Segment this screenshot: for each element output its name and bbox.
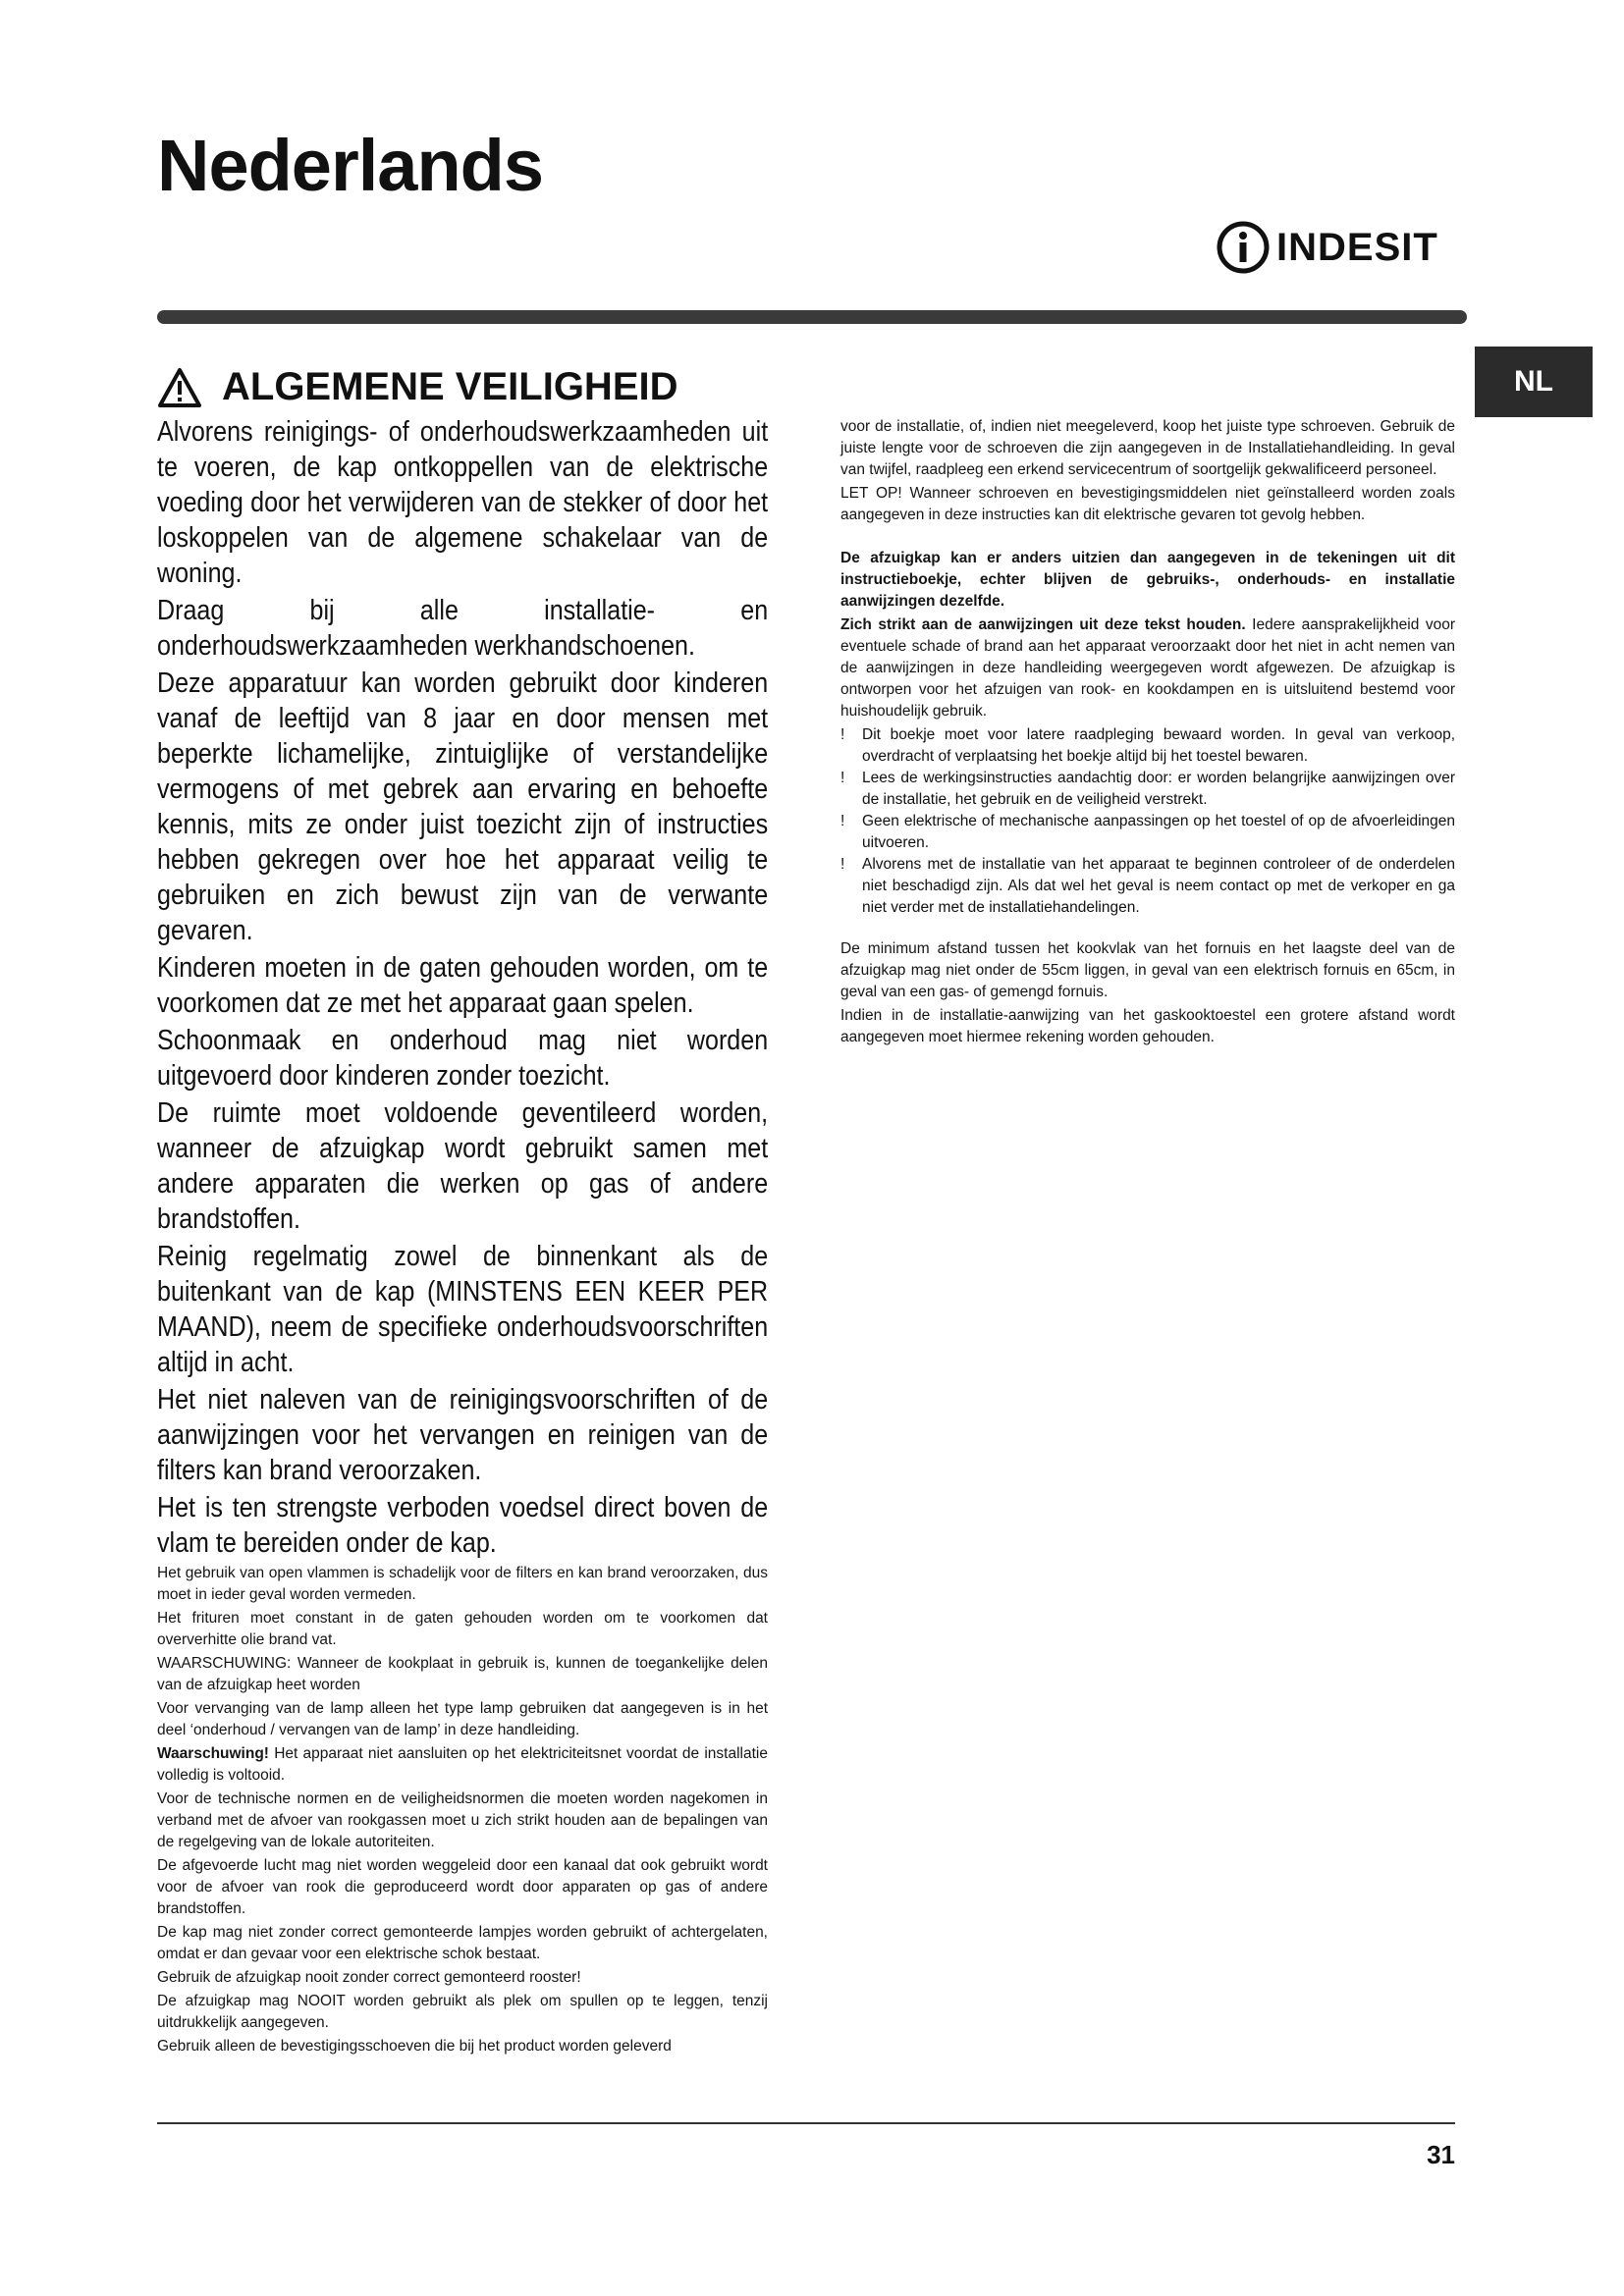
info-icon bbox=[1216, 220, 1271, 275]
paragraph: Deze apparatuur kan worden gebruikt door kinderen vanaf de leeftijd van 8 jaar en door mensen met beperkte lichamelijke, zintuiglijke of verstandelijke vermogens of met gebrek aan ervaring en behoefte kennis, mits ze onder juist toezicht zijn of instructies hebben gekregen over hoe het apparaat veilig te gebruiken en zich bewust zijn van de verwante gevaren. bbox=[157, 667, 769, 946]
brand-logo bbox=[1216, 218, 1438, 277]
strict-text: Iedere aansprakelijkheid voor eventuele schade of brand aan het apparaat veroorzaakt door het niet in acht nemen van de aanwijzingen in deze handleiding weergegeven wordt afgewezen. De afzuigkap is ontworpen voor het afzuigen van rook- en kookdampen en is uitsluitend bestemd voor huishoudelijk gebruik. bbox=[840, 616, 1455, 720]
left-column bbox=[157, 414, 768, 2059]
paragraph: De ruimte moet voldoende geventileerd worden, wanneer de afzuigkap wordt gebruikt samen met andere apparaten die werken op gas of andere brandstoffen. bbox=[157, 1097, 769, 1235]
spacer bbox=[840, 528, 1455, 548]
bullet-item bbox=[840, 854, 1455, 919]
small-paragraph: De kap mag niet zonder correct gemonteerde lampjes worden gebruikt of achtergelaten, omdat er dan gevaar voor een elektrische schok bestaat. bbox=[157, 1924, 768, 1962]
paragraph: Het is ten strengste verboden voedsel direct boven de vlam te bereiden onder de kap. bbox=[157, 1492, 769, 1559]
paragraph: Kinderen moeten in de gaten gehouden worden, om te voorkomen dat ze met het apparaat gaan spelen. bbox=[157, 952, 769, 1019]
small-paragraph: Het frituren moet constant in de gaten gehouden worden om te voorkomen dat oververhitte olie brand vat. bbox=[157, 1610, 768, 1648]
bullet-mark: ! bbox=[840, 770, 845, 786]
small-paragraph: Indien in de installatie-aanwijzing van het gaskooktoestel een grotere afstand wordt aangegeven moet hiermee rekening worden gehouden. bbox=[840, 1007, 1455, 1045]
bullet-text: Dit boekje moet voor latere raadpleging bewaard worden. In geval van verkoop, overdracht of verplaatsing het boekje altijd bij het toestel bewaren. bbox=[862, 726, 1455, 765]
bullet-mark: ! bbox=[840, 856, 845, 873]
bullet-item bbox=[840, 811, 1455, 854]
small-paragraph: Het gebruik van open vlammen is schadelijk voor de filters en kan brand veroorzaken, dus moet in ieder geval worden vermeden. bbox=[157, 1565, 768, 1603]
warning-triangle-icon bbox=[157, 367, 202, 408]
small-paragraph: Gebruik de afzuigkap nooit zonder correct gemonteerd rooster! bbox=[157, 1969, 581, 1986]
paragraph: Het niet naleven van de reinigingsvoorschriften of de aanwijzingen voor het vervangen en reinigen van de filters kan brand veroorzaken. bbox=[157, 1384, 769, 1486]
header-divider bbox=[157, 310, 1467, 324]
section-title: ALGEMENE VEILIGHEID bbox=[222, 365, 678, 408]
warning-paragraph bbox=[157, 1743, 768, 1787]
footer-divider bbox=[157, 2122, 1455, 2124]
strict-paragraph bbox=[840, 614, 1455, 722]
bullet-text: Lees de werkingsinstructies aandachtig door: er worden belangrijke aanwijzingen over de installatie, het gebruik en de veiligheid verstrekt. bbox=[862, 770, 1455, 808]
page-number: 31 bbox=[1427, 2140, 1455, 2169]
small-paragraph: Gebruik alleen de bevestigingsschoeven die bij het product worden geleverd bbox=[157, 2038, 672, 2055]
bullet-text: Alvorens met de installatie van het apparaat te beginnen controleer of de onderdelen niet beschadigd zijn. Als dat wel het geval is neem contact op met de verkoper en ga niet verder met de installatiehandelingen. bbox=[862, 856, 1455, 916]
small-paragraph: voor de installatie, of, indien niet meegeleverd, koop het juiste type schroeven. Gebruik de juiste lengte voor de schroeven die zijn aangegeven in de Installatiehandleiding. In geval van twijfel, raadpleeg een erkend servicecentrum of soortgelijk gekwalificeerd personeel. bbox=[840, 418, 1455, 478]
bullet-mark: ! bbox=[840, 726, 845, 743]
warning-label: Waarschuwing! bbox=[157, 1745, 269, 1762]
warning-text: Het apparaat niet aansluiten op het elektriciteitsnet voordat de installatie volledig is voltooid. bbox=[157, 1745, 768, 1784]
small-paragraph: De afzuigkap mag NOOIT worden gebruikt als plek om spullen op te leggen, tenzij uitdrukkelijk aangegeven. bbox=[157, 1993, 768, 2031]
paragraph: Reinig regelmatig zowel de binnenkant als de buitenkant van de kap (MINSTENS EEN KEER PER MAAND), neem de specifieke onderhoudsvoorschriften altijd in acht. bbox=[157, 1241, 769, 1378]
brand-name: INDESIT bbox=[1276, 225, 1438, 269]
paragraph: Schoonmaak en onderhoud mag niet worden uitgevoerd door kinderen zonder toezicht. bbox=[157, 1025, 769, 1092]
bullet-item bbox=[840, 768, 1455, 811]
language-tab: NL bbox=[1475, 347, 1593, 417]
bullet-item bbox=[840, 724, 1455, 768]
bullet-text: Geen elektrische of mechanische aanpassingen op het toestel of op de afvoerleidingen uitvoeren. bbox=[862, 813, 1455, 851]
small-paragraph: WAARSCHUWING: Wanneer de kookplaat in gebruik is, kunnen de toegankelijke delen van de afzuigkap heet worden bbox=[157, 1655, 768, 1693]
small-paragraph: LET OP! Wanneer schroeven en bevestigingsmiddelen niet geïnstalleerd worden zoals aangegeven in deze instructies kan dit elektrische gevaren tot gevolg hebben. bbox=[840, 485, 1455, 523]
paragraph: Draag bij alle installatie- en onderhoudswerkzaamheden werkhandschoenen. bbox=[157, 595, 769, 662]
small-paragraph: Voor vervanging van de lamp alleen het type lamp gebruiken dat aangegeven is in het deel ‘onderhoud / vervangen van de lamp’ in deze handleiding. bbox=[157, 1700, 768, 1738]
paragraph: Alvorens reinigings- of onderhoudswerkzaamheden uit te voeren, de kap ontkoppellen van de elektrische voeding door het verwijderen van de stekker of door het loskoppelen van de algemene schakelaar van de woning. bbox=[157, 416, 769, 589]
section-heading bbox=[157, 365, 678, 409]
small-paragraph: Voor de technische normen en de veiligheidsnormen die moeten worden nagekomen in verband met de afvoer van rookgassen moet u zich strikt houden aan de bepalingen van de regelgeving van de lokale autoriteiten. bbox=[157, 1790, 768, 1850]
notice-paragraph: De afzuigkap kan er anders uitzien dan aangegeven in de tekeningen uit dit instructieboekje, echter blijven de gebruiks-, onderhouds- en installatie aanwijzingen dezelfde. bbox=[840, 550, 1455, 610]
bullet-mark: ! bbox=[840, 813, 845, 829]
spacer bbox=[840, 919, 1455, 938]
small-paragraph: De afgevoerde lucht mag niet worden weggeleid door een kanaal dat ook gebruikt wordt voor de afvoer van rook die geproduceerd wordt door apparaten op gas of andere brandstoffen. bbox=[157, 1857, 768, 1917]
right-column bbox=[840, 416, 1455, 1050]
small-paragraph: De minimum afstand tussen het kookvlak van het fornuis en het laagste deel van de afzuigkap mag niet onder de 55cm liggen, in geval van een elektrisch fornuis en 65cm, in geval van een gas- of gemengd fornuis. bbox=[840, 940, 1455, 1000]
strict-label: Zich strikt aan de aanwijzingen uit deze tekst houden. bbox=[840, 616, 1246, 633]
page-title: Nederlands bbox=[157, 125, 544, 206]
